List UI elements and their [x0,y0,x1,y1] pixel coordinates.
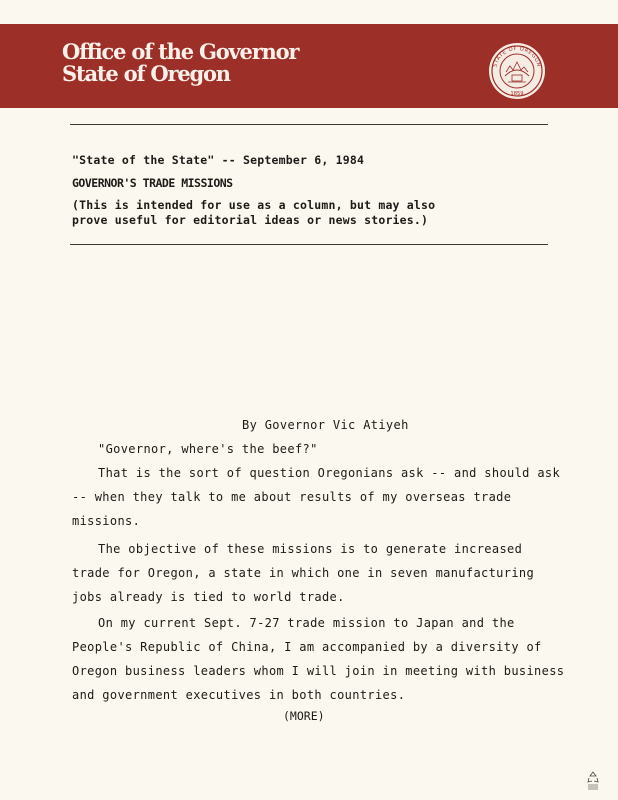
article-line: jobs already is tied to world trade. [72,590,345,604]
byline: By Governor Vic Atiyeh [242,418,409,432]
state-title: State of Oregon [62,61,230,86]
article-line: trade for Oregon, a state in which one in seven manufacturing [72,566,535,580]
article-line: missions. [72,514,141,528]
svg-text:STATE OF OREGON [492,46,541,68]
article-line: People's Republic of China, I am accompanied by a diversity of [72,640,542,654]
seal-top-text: STATE OF OREGON [492,45,542,68]
release-subject: GOVERNOR'S TRADE MISSIONS [72,176,233,190]
bottom-rule [70,244,548,245]
article-line: Oregon business leaders whom I will join in meeting with business [72,664,565,678]
seal-lettering [488,42,546,100]
more-marker: (MORE) [283,709,325,723]
top-rule [70,124,548,125]
recycled-paper-icon [586,770,600,792]
release-headline: "State of the State" -- September 6, 1984 [72,153,365,167]
release-note-line: (This is intended for use as a column, but may also [72,198,436,212]
article-line: -- when they talk to me about results of my overseas trade [72,490,512,504]
article-line: The objective of these missions is to generate increased [98,542,523,556]
seal-year: 1859 [510,91,524,97]
office-title: Office of the Governor [62,39,299,64]
article-line: and government executives in both countries. [72,688,406,702]
release-note-line: prove useful for editorial ideas or news stories.) [72,213,429,227]
article-line: That is the sort of question Oregonians ask -- and should ask [98,466,561,480]
article-line: On my current Sept. 7-27 trade mission to Japan and the [98,616,515,630]
article-line: "Governor, where's the beef?" [98,442,318,456]
